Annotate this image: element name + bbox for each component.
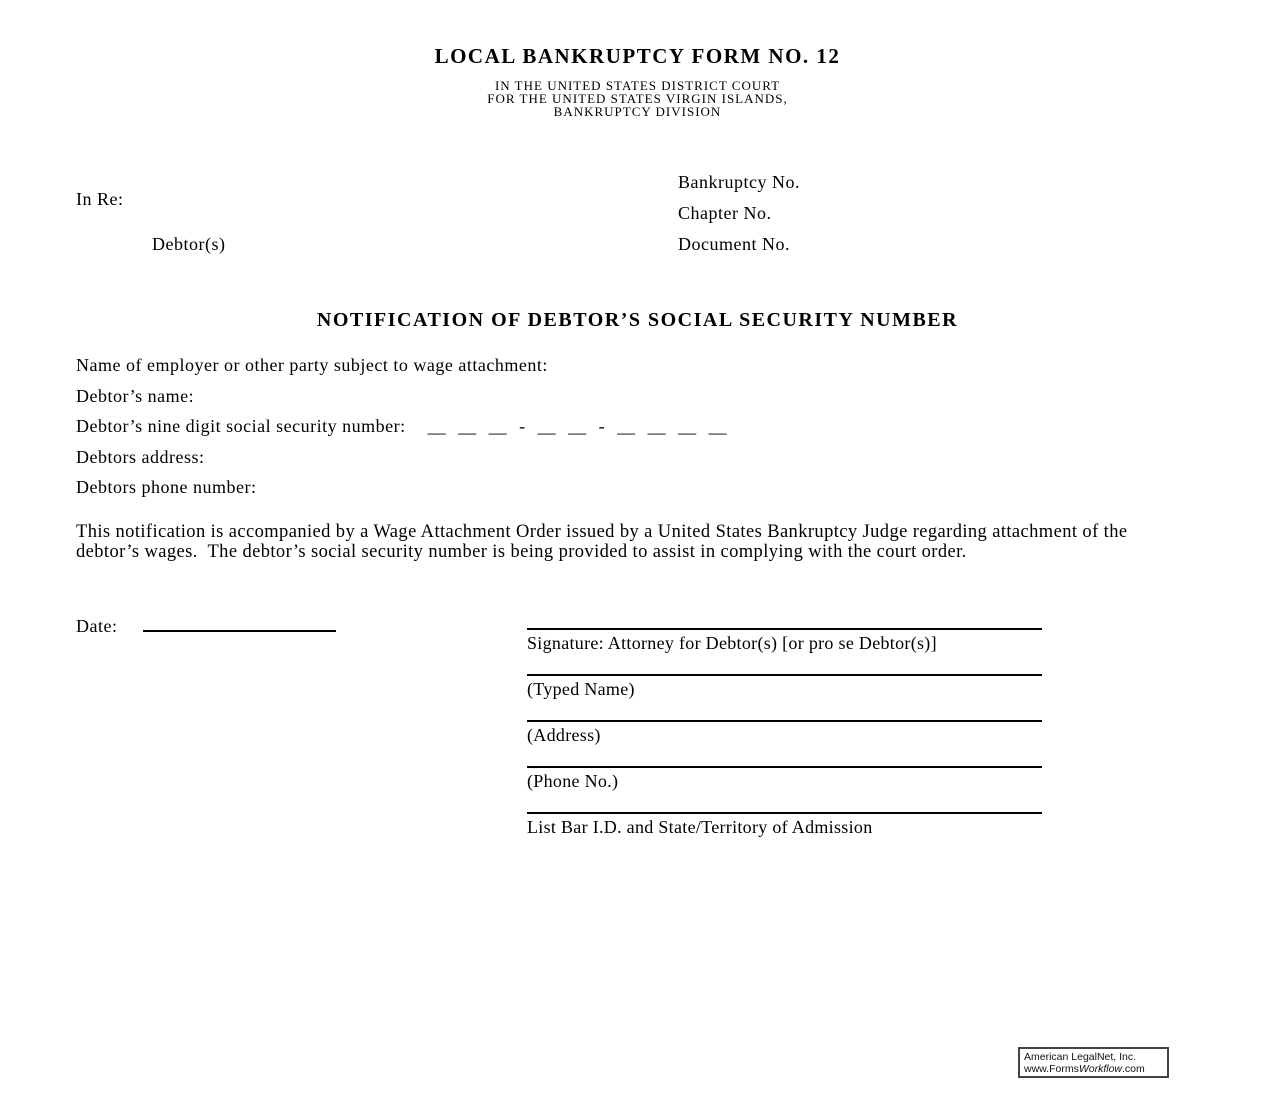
ssn-field-row: [76, 416, 727, 437]
court-name-line-3: BANKRUPTCY DIVISION: [553, 104, 722, 119]
typed-name-line-group: [527, 674, 1042, 700]
date-fill-in-line: [143, 615, 336, 632]
in-re-label: In Re:: [76, 189, 124, 209]
chapter-no-label: Chapter No.: [678, 203, 772, 223]
section-title: NOTIFICATION OF DEBTOR’S SOCIAL SECURITY NUMBER: [316, 309, 959, 331]
notification-paragraph: This notification is accompanied by a Wage Attachment Order issued by a United States Bankruptcy Judge regarding attachment of the debtor’s wages. The debtor’s social security number is being provided to assist in complying with the court order.: [76, 522, 1133, 562]
debtor-address-field-label: Debtors address:: [76, 447, 205, 467]
court-name-line-2: FOR THE UNITED STATES VIRGIN ISLANDS,: [487, 91, 788, 106]
address-line-group: [527, 720, 1042, 746]
date-row: [76, 615, 336, 637]
ssn-fill-in-blanks: __ __ __ - __ __ - __ __ __ __: [427, 416, 727, 436]
legalnet-url-prefix: www.Forms: [1024, 1063, 1079, 1075]
address-line-label: (Address): [527, 725, 601, 745]
bar-id-line-label: List Bar I.D. and State/Territory of Admission: [527, 817, 873, 837]
debtor-name-field-label: Debtor’s name:: [76, 386, 195, 406]
signature-block: [527, 628, 1042, 858]
document-no-label: Document No.: [678, 234, 790, 254]
bankruptcy-no-label: Bankruptcy No.: [678, 172, 800, 192]
legalnet-url-workflow: Workflow: [1078, 1063, 1123, 1075]
phone-line-group: [527, 766, 1042, 792]
legalnet-company-name: American LegalNet, Inc.: [1024, 1051, 1137, 1063]
debtor-phone-field-label: Debtors phone number:: [76, 477, 257, 497]
legalnet-url: [1024, 1063, 1163, 1075]
form-number-title: LOCAL BANKRUPTCY FORM NO. 12: [434, 44, 841, 68]
typed-name-line-label: (Typed Name): [527, 679, 635, 699]
debtors-label: Debtor(s): [152, 234, 226, 254]
court-name-line-1: IN THE UNITED STATES DISTRICT COURT: [494, 78, 781, 93]
ssn-field-label: Debtor’s nine digit social security number:: [76, 416, 406, 436]
phone-line-label: (Phone No.): [527, 771, 619, 791]
signature-line-label: Signature: Attorney for Debtor(s) [or pro se Debtor(s)]: [527, 633, 937, 653]
employer-field-label: Name of employer or other party subject to wage attachment:: [76, 355, 548, 375]
form-header: [0, 44, 1275, 118]
bar-id-line-group: [527, 812, 1042, 838]
signature-line-group: [527, 628, 1042, 654]
legalnet-stamp: [1018, 1047, 1169, 1078]
date-label: Date:: [76, 616, 118, 636]
legalnet-url-suffix: .com: [1122, 1063, 1145, 1075]
